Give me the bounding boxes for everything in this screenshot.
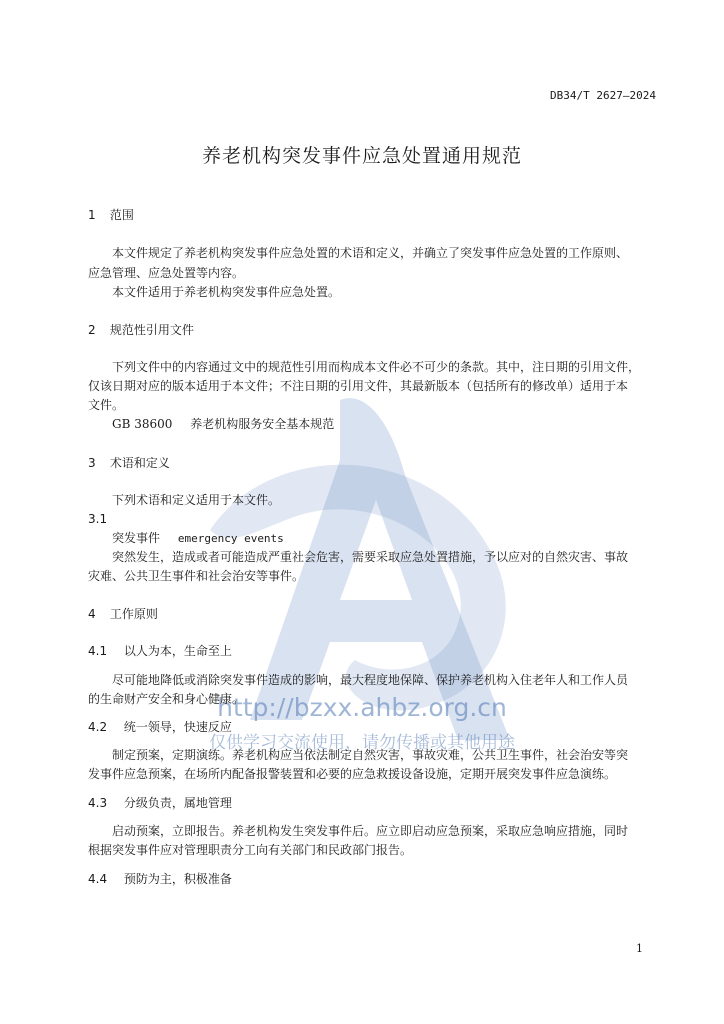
clause-number: 4.1 xyxy=(88,644,108,658)
clause-title: 以人为本，生命至上 xyxy=(123,644,232,658)
section-number: 2 xyxy=(88,323,96,337)
paragraph-line: 启动预案，立即报告。养老机构发生突发事件后。应立即启动应急预案，采取应急响应措施，同时 xyxy=(112,824,629,838)
section-3-heading xyxy=(88,455,658,471)
paragraph-line: 制定预案，定期演练。养老机构应当依法制定自然灾害，事故灾难，公共卫生事件，社会治安等突 xyxy=(112,748,629,762)
normative-reference xyxy=(112,416,658,432)
clause-title: 预防为主，积极准备 xyxy=(123,872,232,886)
watermark-note: 仅供学习交流使用，请勿传播或其他用途 xyxy=(209,733,515,753)
section-title: 规范性引用文件 xyxy=(109,323,194,337)
paragraph-line: 的生命财产安全和身心健康。 xyxy=(88,692,245,706)
section-title: 范围 xyxy=(109,208,134,222)
paragraph-line: 本文件适用于养老机构突发事件应急处置。 xyxy=(112,285,341,299)
paragraph-line: 仅该日期对应的版本适用于本文件；不注日期的引用文件，其最新版本（包括所有的修改单）适用于本 xyxy=(88,379,629,393)
section-2-heading xyxy=(88,322,658,338)
clause-title: 统一领导，快速反应 xyxy=(123,720,232,734)
document-title: 养老机构突发事件应急处置通用规范 xyxy=(201,145,522,167)
paragraph-line: 发事件应急预案，在场所内配备报警装置和必要的应急救援设备设施，定期开展突发事件应急演练。 xyxy=(88,767,617,781)
clause-number: 4.3 xyxy=(88,796,108,810)
standard-code: DB34/T 2627—2024 xyxy=(550,89,656,102)
section-number: 4 xyxy=(88,607,96,621)
clause-number: 4.4 xyxy=(88,872,108,886)
clause-4-3-heading xyxy=(88,795,658,811)
term-zh: 突发事件 xyxy=(112,531,161,545)
paragraph-line: 本文件规定了养老机构突发事件应急处置的术语和定义，并确立了突发事件应急处置的工作原则、 xyxy=(112,246,629,260)
term-entry xyxy=(112,530,658,547)
section-1-heading xyxy=(88,207,658,223)
clause-4-4-heading xyxy=(88,871,658,887)
paragraph-line: 应急管理、应急处置等内容。 xyxy=(88,266,245,280)
definition-line: 突然发生，造成或者可能造成严重社会危害，需要采取应急处置措施，予以应对的自然灾害、事故 xyxy=(112,550,629,564)
clause-number: 4.2 xyxy=(88,720,108,734)
clause-3-1-number: 3.1 xyxy=(88,512,108,526)
clause-4-2-heading xyxy=(88,719,658,735)
page-number: 1 xyxy=(636,942,643,955)
reference-title: 养老机构服务安全基本规范 xyxy=(190,417,335,431)
definition-line: 灾难、公共卫生事件和社会治安等事件。 xyxy=(88,569,305,583)
clause-title: 分级负责，属地管理 xyxy=(123,796,232,810)
paragraph-line: 尽可能地降低或消除突发事件造成的影响，最大程度地保障、保护养老机构入住老年人和工作人员 xyxy=(112,673,629,687)
paragraph-line: 下列术语和定义适用于本文件。 xyxy=(112,493,281,507)
section-number: 3 xyxy=(88,456,96,470)
paragraph-line: 下列文件中的内容通过文中的规范性引用而构成本文件必不可少的条款。其中，注日期的引用文件， xyxy=(112,360,641,374)
section-number: 1 xyxy=(88,208,96,222)
term-en: emergency events xyxy=(177,532,284,545)
reference-code: GB 38600 xyxy=(112,417,173,431)
paragraph-line: 文件。 xyxy=(88,398,125,412)
section-title: 工作原则 xyxy=(109,607,158,621)
section-title: 术语和定义 xyxy=(109,456,170,470)
watermark-url: http://bzxx.ahbz.org.cn xyxy=(217,693,507,722)
section-4-heading xyxy=(88,606,658,622)
paragraph-line: 根据突发事件应对管理职责分工向有关部门和民政部门报告。 xyxy=(88,843,413,857)
clause-4-1-heading xyxy=(88,643,658,659)
